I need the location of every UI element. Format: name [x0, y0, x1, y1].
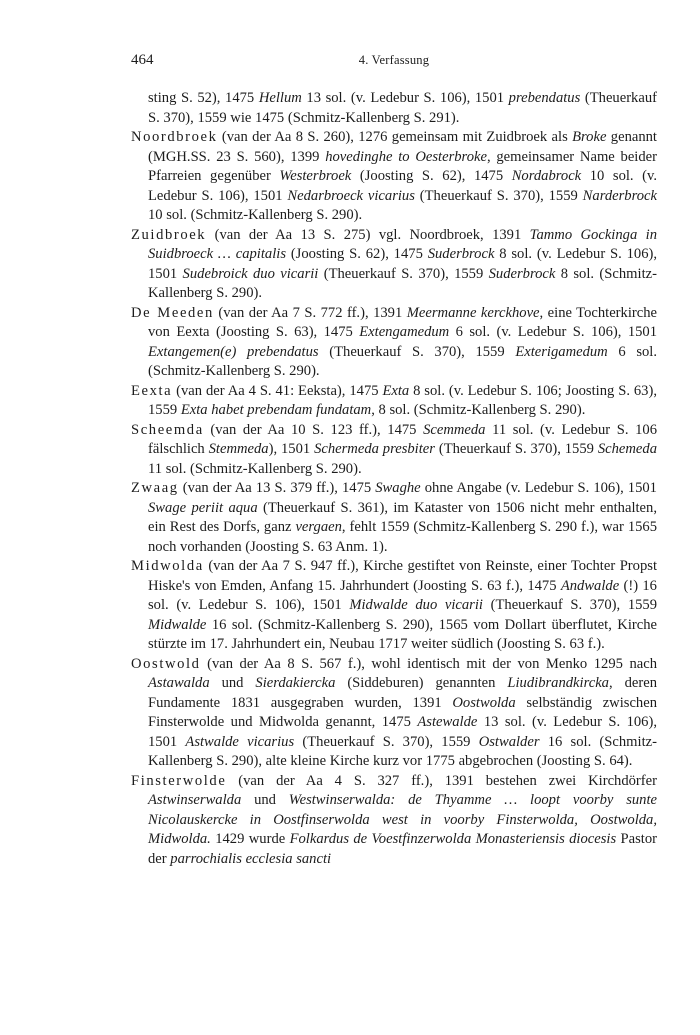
- place-name: Zuidbroek: [131, 226, 207, 243]
- place-name: Oostwold: [131, 655, 201, 672]
- place-name: Finsterwolde: [131, 772, 227, 789]
- italic-quote: Stemmeda: [208, 441, 269, 457]
- place-entry: [131, 226, 657, 304]
- place-name: De Meeden: [131, 304, 214, 321]
- italic-quote: Extangemen(e) prebendatus: [148, 343, 319, 360]
- italic-quote: Scemmeda: [423, 421, 486, 438]
- entry-text: 16 sol. (Schmitz-Kallenberg S. 290), alte kleine Kirche kurz vor 1775 abgebrochen (Joosting S. 64).: [148, 733, 657, 769]
- italic-quote: Suderbrock: [488, 265, 556, 282]
- italic-quote: Exta habet prebendam fundatam: [180, 402, 372, 418]
- entry-text: (van der Aa 7 S. 772 ff.), 1391: [213, 304, 407, 321]
- place-name: Midwolda: [131, 558, 204, 574]
- entry-text: , deren Fundamente 1831 ausgegraben wurden, 1391: [148, 675, 657, 711]
- italic-quote: Nordabrock: [511, 168, 582, 184]
- italic-quote: Exterigamedum: [515, 343, 608, 360]
- entry-text: (van der Aa 4 S. 327 ff.), 1391 bestehen zwei Kirchdörfer: [226, 772, 657, 789]
- entry-text: ), 1501: [268, 441, 315, 457]
- place-name: Eexta: [131, 382, 173, 399]
- entry-text: (van der Aa 7 S. 947 ff.), Kirche gestiftet von Reinste, einer Tochter Propst Hiske's von Emden, Anfang 15. Jahrhundert (Joosting S. 63 f.), 1475: [148, 558, 657, 594]
- entry-text: , gemeinsamer Name beider Pfarreien gegenüber: [148, 148, 657, 184]
- italic-quote: Liudibrandkircka: [507, 675, 609, 691]
- italic-quote: Astwalde vicarius: [185, 733, 295, 750]
- italic-quote: parrochialis ecclesia sancti: [170, 850, 332, 867]
- entry-text: (van der Aa 13 S. 379 ff.), 1475: [178, 480, 376, 496]
- entry-text: 16 sol. (Schmitz-Kallenberg S. 290), 1565 vom Dollart überflutet, Kirche stürzte im 17. Jahrhundert ein, Neubau 1717 weiter südlich (Joosting S. 63 f.).: [148, 616, 657, 652]
- entry-text: (van der Aa 10 S. 123 ff.), 1475: [203, 421, 424, 438]
- entry-text: (Theuerkauf S. 370), 1559 wie 1475 (Schmitz-Kallenberg S. 291).: [148, 90, 657, 126]
- italic-quote: Astwinserwalda: [148, 792, 242, 808]
- italic-quote: Westerbroek: [279, 168, 352, 184]
- italic-quote: Astewalde: [417, 714, 478, 730]
- entry-text: 6 sol. (v. Ledebur S. 106), 1501: [449, 324, 658, 340]
- entry-text: 10 sol. (v. Ledebur S. 106), 1501: [148, 168, 657, 204]
- place-entry: [131, 557, 657, 655]
- entry-continuation: [131, 89, 657, 128]
- entry-text: Pastor der: [148, 831, 657, 867]
- italic-quote: Schemeda: [597, 441, 657, 457]
- italic-quote: Sierdakiercka: [255, 675, 336, 691]
- entry-text: (Theuerkauf S. 370), 1559: [434, 441, 598, 457]
- entry-text: 10 sol. (Schmitz-Kallenberg S. 290).: [148, 207, 363, 223]
- place-name: Scheemda: [131, 421, 204, 438]
- italic-quote: Astawalda: [148, 675, 210, 691]
- entry-text: selbständig zwischen Finsterwolde und Midwolda genannt, 1475: [148, 694, 658, 730]
- entry-text: (Theuerkauf S. 370), 1559: [294, 733, 479, 750]
- italic-quote: Oostwolda: [452, 694, 516, 711]
- italic-quote: Midwalde: [148, 616, 207, 633]
- entry-text: genannt (MGH.SS. 23 S. 560), 1399: [148, 129, 657, 165]
- entry-text: 1429 wurde: [210, 831, 290, 847]
- place-entry: [131, 479, 657, 557]
- italic-quote: Westwinserwalda: de Thyamme … loopt voorby sunte Nicolauskercke in Oostfinserwolda west in voorby Finsterwolda, Oostwolda, Midwolda.: [148, 792, 658, 847]
- entry-text: (van der Aa 13 S. 275) vgl. Noordbroek, 1391: [206, 226, 530, 243]
- italic-quote: hovedinghe to Oesterbroke: [325, 148, 487, 165]
- italic-quote: Narderbrock: [582, 187, 657, 204]
- place-entry: [131, 421, 657, 480]
- italic-quote: Nedarbroeck vicarius: [287, 187, 415, 204]
- entry-text: 8 sol. (v. Ledebur S. 106), 1501: [148, 246, 657, 282]
- entry-text: , fehlt 1559 (Schmitz-Kallenberg S. 290 f.), war 1565 noch vorhanden (Joosting S. 63 Anm. 1).: [148, 519, 658, 555]
- entry-text: (Joosting S. 62), 1475: [351, 168, 512, 184]
- entry-text: 13 sol. (v. Ledebur S. 106), 1501: [148, 714, 657, 750]
- entry-text: (Theuerkauf S. 370), 1559: [414, 187, 583, 204]
- place-name: Noordbroek: [131, 129, 218, 145]
- entry-text: (Theuerkauf S. 370), 1559: [482, 597, 658, 613]
- entry-text: sting S. 52), 1475: [148, 90, 259, 106]
- page-body: [131, 89, 657, 869]
- running-head: 4. Verfassung: [358, 53, 430, 67]
- entry-text: (van der Aa 8 S. 260), 1276 gemeinsam mit Zuidbroek als: [217, 129, 573, 145]
- italic-quote: Tammo Gockinga in Suidbroeck … capitalis: [148, 226, 657, 262]
- italic-quote: vergaen: [295, 519, 342, 535]
- entry-text: (!) 16 sol. (v. Ledebur S. 106), 1501: [148, 577, 657, 613]
- italic-quote: Exta: [382, 382, 410, 399]
- entry-text: (Theuerkauf S. 361), im Kataster von 1506 nicht mehr enthalten, ein Rest des Dorfs, ganz: [148, 499, 657, 535]
- entry-text: (van der Aa 8 S. 567 f.), wohl identisch mit der von Menko 1295 nach: [200, 655, 657, 672]
- entry-text: (Theuerkauf S. 370), 1559: [318, 265, 489, 282]
- italic-quote: prebendatus: [508, 90, 581, 106]
- page-number: 464: [131, 52, 154, 68]
- place-entry: [131, 382, 657, 421]
- entry-text: (Siddeburen) genannten: [335, 675, 508, 691]
- italic-quote: Ostwalder: [478, 733, 540, 750]
- place-entry: [131, 655, 657, 772]
- page-header: [131, 52, 657, 72]
- italic-quote: Midwalde duo vicarii: [349, 597, 483, 613]
- italic-quote: Extengamedum: [359, 324, 450, 340]
- italic-quote: Swaghe: [375, 480, 421, 496]
- italic-quote: Suderbrock: [427, 246, 495, 262]
- entry-text: und: [241, 792, 289, 808]
- entry-text: 8 sol. (Schmitz-Kallenberg S. 290).: [148, 265, 657, 301]
- entry-text: 11 sol. (Schmitz-Kallenberg S. 290).: [148, 460, 362, 477]
- italic-quote: Broke: [572, 129, 607, 145]
- italic-quote: Swage periit aqua: [148, 499, 258, 516]
- place-entry: [131, 772, 657, 870]
- entry-text: (Joosting S. 62), 1475: [286, 246, 428, 262]
- entry-text: 6 sol. (Schmitz-Kallenberg S. 290).: [148, 343, 657, 379]
- place-entry: [131, 304, 657, 382]
- entry-text: , eine Tochterkirche von Eexta (Joosting S. 63), 1475: [148, 304, 657, 340]
- italic-quote: Meermanne kerckhove: [406, 304, 540, 321]
- italic-quote: Sudebroick duo vicarii: [182, 265, 319, 282]
- entry-text: 11 sol. (v. Ledebur S. 106 fälschlich: [148, 421, 657, 457]
- entry-text: (Theuerkauf S. 370), 1559: [318, 343, 516, 360]
- entry-text: ohne Angabe (v. Ledebur S. 106), 1501: [420, 480, 657, 496]
- entry-text: (van der Aa 4 S. 41: Eeksta), 1475: [172, 382, 383, 399]
- place-entry: [131, 128, 657, 226]
- italic-quote: Folkardus de Voestfinzerwolda Monasteriensis diocesis: [289, 831, 617, 847]
- italic-quote: Andwalde: [560, 577, 620, 594]
- place-name: Zwaag: [131, 480, 179, 496]
- entry-text: , 8 sol. (Schmitz-Kallenberg S. 290).: [371, 402, 586, 418]
- entry-text: 8 sol. (v. Ledebur S. 106; Joosting S. 63), 1559: [148, 382, 657, 418]
- italic-quote: Hellum: [258, 90, 302, 106]
- entry-text: 13 sol. (v. Ledebur S. 106), 1501: [301, 90, 509, 106]
- italic-quote: Schermeda presbiter: [314, 441, 435, 457]
- entry-text: und: [209, 675, 256, 691]
